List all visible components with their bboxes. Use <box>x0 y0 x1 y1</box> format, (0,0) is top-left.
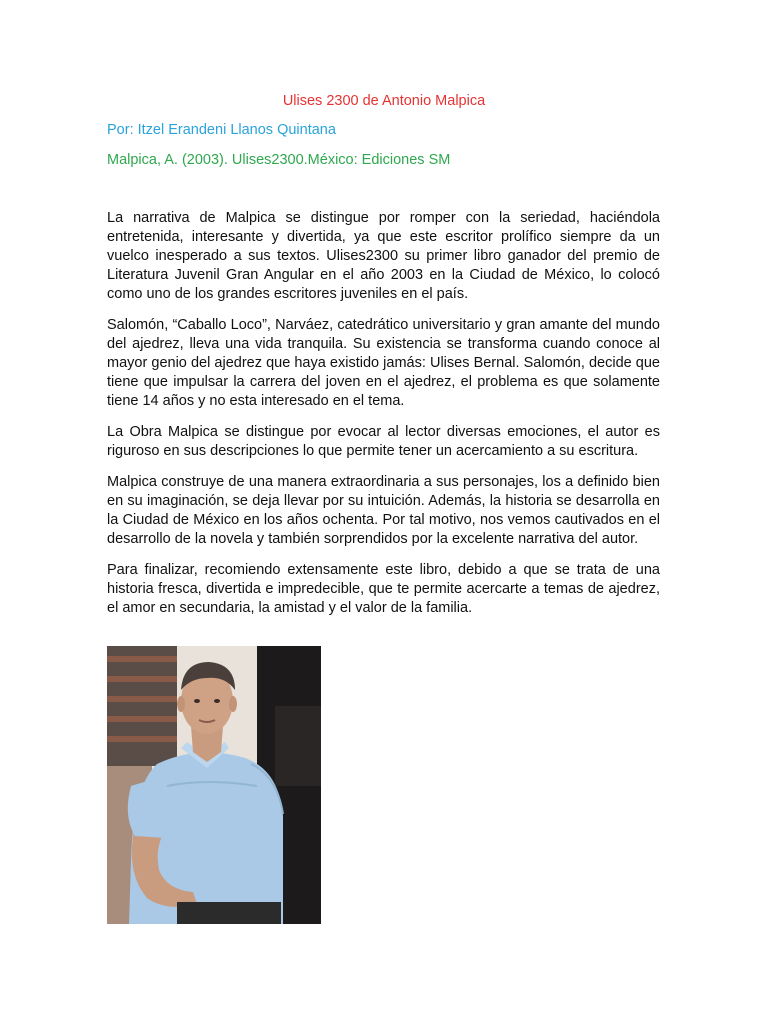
review-body <box>107 209 660 630</box>
paragraph-plot: Salomón, “Caballo Loco”, Narváez, catedrático universitario y gran amante del mundo del ajedrez, lleva una vida tranquila. Su existencia se transforma cuando conoce al mayor genio del ajedrez que haya existido jamás: Ulises Bernal. Salomón, decide que tiene que impulsar la carrera del joven en el ajedrez, el problema es que solamente tiene 14 años y no esta interesado en el tema. <box>107 317 660 409</box>
author-photo <box>107 646 321 924</box>
bibliographic-reference: Malpica, A. (2003). Ulises2300.México: Ediciones SM <box>107 152 451 168</box>
paragraph-characters: Malpica construye de una manera extraordinaria a sus personajes, los a definido bien en su imaginación, se deja llevar por su intuición. Además, la historia se desarrolla en la Ciudad de México en los años ochenta. Por tal motivo, nos vemos cautivados en el desarrollo de la novela y también sorprendidos por la excelente narrativa del autor. <box>107 474 660 547</box>
paragraph-intro: La narrativa de Malpica se distingue por romper con la seriedad, haciéndola entretenida, interesante y divertida, ya que este escritor prolífico siempre da un vuelco inesperado a sus textos. Ulises2300 su primer libro ganador del premio de Literatura Juvenil Gran Angular en el año 2003 en la Ciudad de México, lo colocó como uno de los grandes escritores juveniles en el país. <box>107 210 660 302</box>
paragraph-conclusion: Para finalizar, recomiendo extensamente este libro, debido a que se trata de una historia fresca, divertida e impredecible, que te permite acercarte a temas de ajedrez, el amor en secundaria, la amistad y el valor de la familia. <box>107 562 660 616</box>
document-title: Ulises 2300 de Antonio Malpica <box>282 93 486 109</box>
author-line: Por: Itzel Erandeni Llanos Quintana <box>107 122 336 138</box>
paragraph-emotions: La Obra Malpica se distingue por evocar al lector diversas emociones, el autor es riguroso en sus descripciones lo que permite tener un acercamiento a su escritura. <box>107 424 660 459</box>
